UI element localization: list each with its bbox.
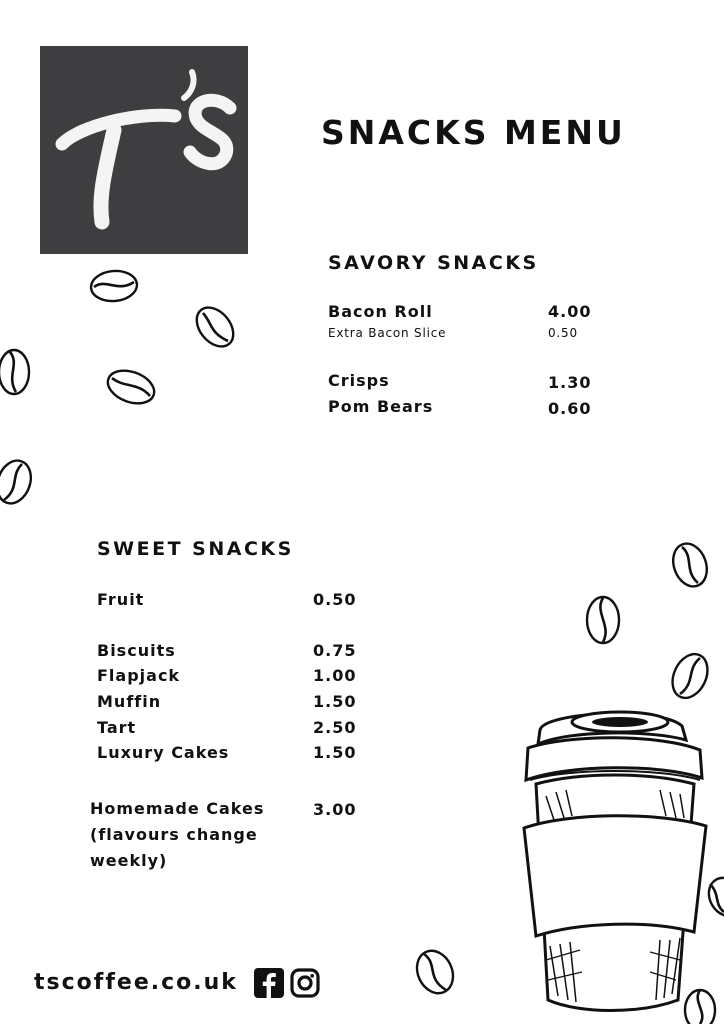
coffee-bean-icon [668,650,712,702]
homemade-line: (flavours change [90,825,258,844]
coffee-bean-icon [582,594,624,646]
menu-item-price: 1.00 [313,666,357,685]
coffee-bean-icon [104,366,158,408]
menu-item-name: Tart [97,718,137,737]
menu-item-name: Crisps [328,371,390,390]
menu-title: SNACKS MENU [321,113,626,152]
homemade-line: weekly) [90,851,168,870]
website-link[interactable]: tscoffee.co.uk [34,970,238,995]
homemade-cakes-label [90,796,300,874]
menu-item-price: 0.50 [313,590,357,609]
menu-item-price: 0.75 [313,641,357,660]
menu-item-price: 1.50 [313,743,357,762]
coffee-bean-icon [668,539,712,591]
menu-item-price: 0.60 [548,399,592,418]
logo-lettermark [40,46,248,254]
menu-item-name: Pom Bears [328,397,434,416]
menu-item-price: 1.50 [313,692,357,711]
coffee-bean-icon [412,946,458,998]
coffee-bean-icon [0,456,36,508]
menu-item-name: Extra Bacon Slice [328,326,447,340]
menu-item-price: 2.50 [313,718,357,737]
instagram-icon[interactable] [290,968,320,998]
brand-logo [40,46,248,254]
coffee-bean-icon [0,346,34,398]
homemade-line: Homemade Cakes [90,799,265,818]
menu-item-name: Flapjack [97,666,181,685]
menu-item-name: Bacon Roll [328,302,433,321]
facebook-icon[interactable] [254,968,284,998]
savory-heading: SAVORY SNACKS [328,252,539,274]
coffee-bean-icon [88,266,140,306]
sweet-heading: SWEET SNACKS [97,538,294,560]
menu-item-price: 0.50 [548,326,578,340]
homemade-cakes-price: 3.00 [313,800,357,819]
coffee-cup-illustration [510,700,710,1020]
coffee-bean-icon [190,303,240,351]
menu-item-name: Muffin [97,692,162,711]
menu-item-name: Luxury Cakes [97,743,230,762]
menu-item-name: Fruit [97,590,145,609]
menu-item-price: 1.30 [548,373,592,392]
menu-item-price: 4.00 [548,302,592,321]
menu-item-name: Biscuits [97,641,176,660]
